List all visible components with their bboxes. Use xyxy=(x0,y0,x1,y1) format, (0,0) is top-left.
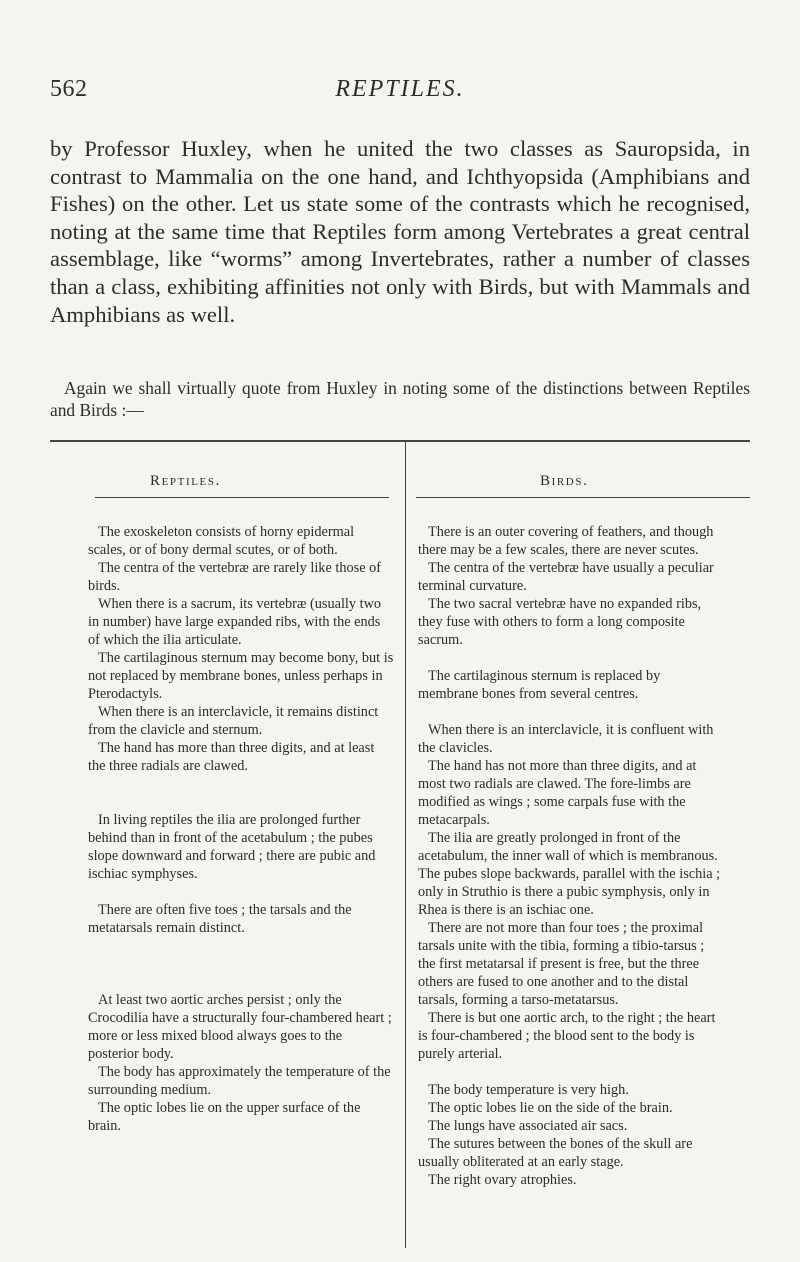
intro-paragraph-1: by Professor Huxley, when he united the two classes as Sauropsida, in contrast to Mammalia on the one hand, and Ichthyopsida (Amphibians and Fishes) on the other. Let us state some of the contrasts which he recognised, noting at the same time that Reptiles form among Vertebrates a great central assemblage, like “worms” among Invertebrates, rather a number of classes than a class, exhibiting affinities not only with Birds, but with Mammals and Amphibians as well. xyxy=(50,136,750,327)
running-title: REPTILES. xyxy=(335,76,465,102)
birds-heading: Birds. xyxy=(540,473,589,489)
birds-item: The cartilaginous sternum is replaced by membrane bones from several centres. xyxy=(418,668,661,702)
birds-item: There are not more than four toes ; the proximal tarsals unite with the tibia, forming a tibio-tarsus ; the first metatarsal if present is free, but the three others are fused to one another and to the distal tarsals, forming a tarso-metatarsus. xyxy=(418,920,705,1008)
reptiles-item: The optic lobes lie on the upper surface of the brain. xyxy=(88,1100,361,1134)
reptiles-item: The hand has more than three digits, and at least the three radials are clawed. xyxy=(88,740,375,774)
reptiles-heading: Reptiles. xyxy=(150,473,221,489)
reptiles-column xyxy=(88,523,394,1135)
birds-item: The centra of the vertebræ have usually a peculiar terminal curvature. xyxy=(418,560,714,594)
right-header-rule xyxy=(416,497,750,498)
birds-item: The optic lobes lie on the side of the brain. xyxy=(428,1100,673,1116)
birds-item: There is but one aortic arch, to the right ; the heart is four-chambered ; the blood sent to the body is purely arterial. xyxy=(418,1010,716,1062)
birds-item: The ilia are greatly prolonged in front of the acetabulum, the inner wall of which is membranous. The pubes slope backwards, parallel with the ischia ; only in Struthio is there a pubic symphysis, only in Rhea is there is an ischiac one. xyxy=(418,830,721,918)
birds-item: When there is an interclavicle, it is confluent with the clavicles. xyxy=(418,722,714,756)
birds-item: The body temperature is very high. xyxy=(428,1082,629,1098)
birds-item: The two sacral vertebræ have no expanded ribs, they fuse with others to form a long composite sacrum. xyxy=(418,596,702,648)
reptiles-item: When there is a sacrum, its vertebræ (usually two in number) have large expanded ribs, with the ends of which the ilia articulate. xyxy=(88,596,382,648)
left-header-rule xyxy=(95,497,389,498)
birds-item: The right ovary atrophies. xyxy=(428,1172,577,1188)
reptiles-item: The centra of the vertebræ are rarely like those of birds. xyxy=(88,560,382,594)
intro-paragraph-2: Again we shall virtually quote from Huxley in noting some of the distinctions between Reptiles and Birds :— xyxy=(50,378,750,421)
birds-item: The hand has not more than three digits, and at most two radials are clawed. The fore-limbs are modified as wings ; some carpals fuse with the metacarpals. xyxy=(418,758,697,828)
birds-item: The lungs have associated air sacs. xyxy=(428,1118,628,1134)
page-header xyxy=(50,76,750,110)
reptiles-item: The cartilaginous sternum may become bony, but is not replaced by membrane bones, unless perhaps in Pterodactyls. xyxy=(88,650,394,702)
reptiles-item: The exoskeleton consists of horny epidermal scales, or of bony dermal scutes, or of both. xyxy=(88,524,355,558)
reptiles-item: At least two aortic arches persist ; only the Crocodilia have a structurally four-chambered heart ; more or less mixed blood always goes to the posterior body. xyxy=(88,992,392,1062)
birds-item: The sutures between the bones of the skull are usually obliterated at an early stage. xyxy=(418,1136,693,1170)
reptiles-item: In living reptiles the ilia are prolonged further behind than in front of the acetabulum ; the pubes slope downward and forward ; there are pubic and ischiac symphyses. xyxy=(88,812,376,882)
birds-item: There is an outer covering of feathers, and though there may be a few scales, there are never scutes. xyxy=(418,524,714,558)
reptiles-item: When there is an interclavicle, it remains distinct from the clavicle and sternum. xyxy=(88,704,379,738)
reptiles-item: There are often five toes ; the tarsals and the metatarsals remain distinct. xyxy=(88,902,352,936)
column-divider xyxy=(405,442,406,1248)
birds-column xyxy=(418,523,724,1189)
table-top-rule xyxy=(50,440,750,442)
page-number: 562 xyxy=(50,76,88,102)
reptiles-item: The body has approximately the temperature of the surrounding medium. xyxy=(88,1064,391,1098)
